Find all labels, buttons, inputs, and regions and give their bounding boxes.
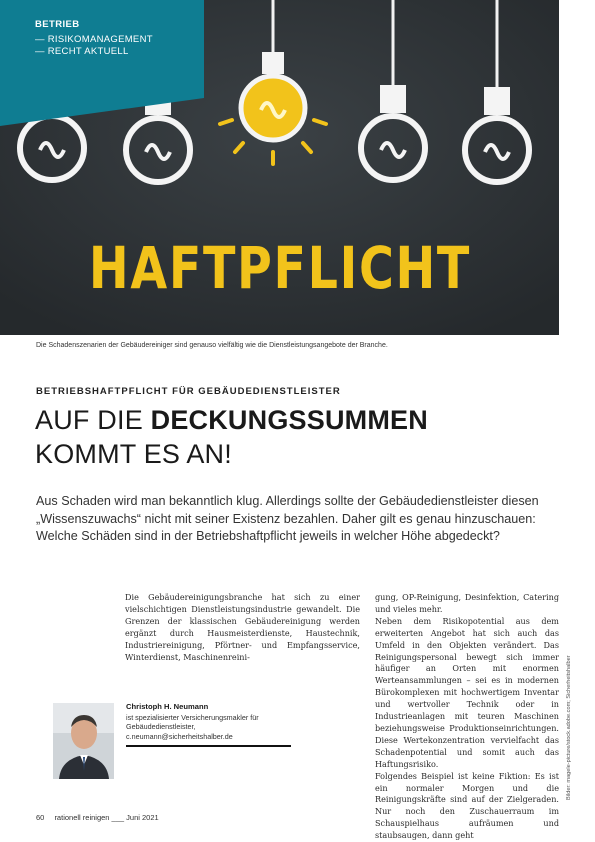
author-description: ist spezialisierter Versicherungsmakler für — [126, 712, 259, 722]
headline-emphasis: DECKUNGSSUMMEN — [150, 405, 428, 435]
author-info — [126, 702, 296, 741]
article-lead: Aus Schaden wird man bekanntlich klug. Allerdings sollte der Gebäudedienstleister diesen „Wissenszuwachs“ nicht mit seiner Existenz bezahlen. Daher gilt es genau hinzuschauen: Welche Schäden sind in der Betriebshaftpflicht jeweils in welcher Höhe abgedeckt? — [36, 494, 539, 543]
magazine-issue: rationell reinigen ___ Juni 2021 — [54, 813, 159, 822]
body-column-left — [125, 592, 360, 663]
author-name: Christoph H. Neumann — [126, 702, 209, 711]
headline-part-2: KOMMT ES AN! — [35, 439, 232, 469]
body-paragraph: gung, OP-Reinigung, Desinfektion, Catering und vieles mehr. — [375, 592, 559, 614]
image-caption: Die Schadenszenarien der Gebäudereiniger sind genauso vielfältig wie die Dienstleistungsangebote der Branche. — [36, 342, 388, 349]
section-label — [35, 19, 205, 59]
page-footer — [36, 813, 167, 822]
section-title: BETRIEB — [35, 19, 80, 30]
author-photo — [53, 703, 114, 779]
author-portrait — [53, 703, 114, 779]
body-paragraph: Folgendes Beispiel ist keine Fiktion: Es ist ein normaler Morgen und die Reinigungskräfte sind auf der Zielgeraden. Nur noch den Zuschauerraum im Schauspielhaus aufräumen und staubsaugen, dann geht — [375, 770, 559, 841]
headline-part-1: AUF DIE — [35, 405, 151, 435]
hero-image — [0, 0, 559, 335]
page-number: 60 — [36, 813, 45, 822]
author-description-2: Gebäudedienstleister, — [126, 722, 196, 731]
image-credit: Bilder: magele-picture/stock.adobe.com; Sicherheitshalber — [566, 655, 572, 800]
body-paragraph: Neben dem Risikopotential aus dem erweiterten Angebot hat sich auch das Umfeld in den Objekten verändert. Das Reinigungspersonal bewegt sich immer häufiger an Orten mit enormen Werteansammlungen – sei es in modernen Bürokomplexen mit hochwertigem Inventar und wertvoller Technik oder in Industrieanlagen mit teuren Maschinen beziehungsweise Produktionseinrichtungen. Diese Wertekonzentration vervielfacht das Schadenpotential und somit auch das Haftungsrisiko. — [375, 615, 559, 769]
section-item-risikomanagement: — RISIKOMANAGEMENT — [35, 33, 153, 45]
article-headline — [35, 403, 428, 471]
body-paragraph: Die Gebäudereinigungsbranche hat sich zu einer vielschichtigen Dienstleistungsindustrie gewandelt. Die Grenzen der klassischen Gebäudereinigung werden ergänzt durch Hausmeisterdienste, Haustechnik, Industriereinigung, Pförtner- und Empfangsservice, Winterdienst, Maschinenreini- — [125, 592, 360, 662]
author-divider — [126, 745, 291, 747]
section-item-recht-aktuell: — RECHT AKTUELL — [35, 46, 129, 57]
hero-headline — [0, 234, 559, 302]
article-kicker: BETRIEBSHAFTPFLICHT FÜR GEBÄUDEDIENSTLEISTER — [36, 386, 341, 397]
body-column-right — [375, 592, 559, 842]
hero-word: HAFTPFLICHT — [88, 234, 471, 302]
author-email[interactable]: c.neumann@sicherheitshalber.de — [126, 731, 233, 741]
